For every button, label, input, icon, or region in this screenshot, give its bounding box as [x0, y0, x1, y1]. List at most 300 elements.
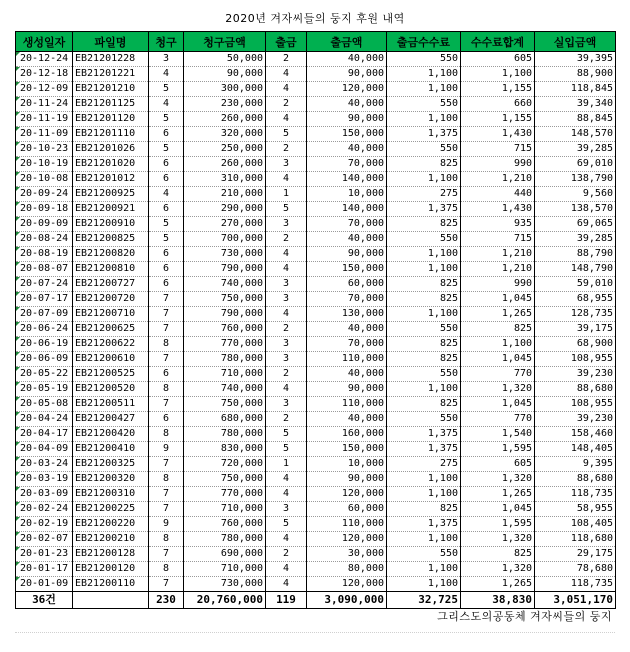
table-row: [16, 97, 616, 112]
cell-withdrawal-fee: 550: [387, 412, 461, 427]
cell-date: 20-07-09: [16, 307, 73, 322]
cell-claims: 6: [149, 277, 184, 292]
cell-date: 20-01-17: [16, 562, 73, 577]
cell-file: EB21200720: [73, 292, 149, 307]
cell-withdrawal-fee: 825: [387, 217, 461, 232]
cell-claims: 6: [149, 367, 184, 382]
cell-claims: 7: [149, 577, 184, 592]
cell-net-amount: 68,900: [535, 337, 616, 352]
cell-net-amount: 9,560: [535, 187, 616, 202]
cell-claims: 7: [149, 397, 184, 412]
cell-withdrawal-fee: 550: [387, 322, 461, 337]
cell-withdrawals: 2: [266, 412, 307, 427]
cell-net-amount: 39,175: [535, 322, 616, 337]
table-row: [16, 232, 616, 247]
cell-claim-amount: 830,000: [184, 442, 266, 457]
cell-fee-total: 1,595: [461, 517, 535, 532]
cell-withdrawals: 5: [266, 517, 307, 532]
cell-file: EB21200525: [73, 367, 149, 382]
cell-fee-total: 1,430: [461, 127, 535, 142]
cell-withdrawal-amount: 120,000: [307, 82, 387, 97]
cell-withdrawals: 2: [266, 97, 307, 112]
donation-table: [15, 31, 616, 609]
total-withdrawal-amount: 3,090,000: [307, 592, 387, 609]
cell-withdrawal-amount: 40,000: [307, 232, 387, 247]
cell-file: EB21200120: [73, 562, 149, 577]
cell-file: EB21201026: [73, 142, 149, 157]
cell-net-amount: 88,680: [535, 382, 616, 397]
cell-date: 20-06-24: [16, 322, 73, 337]
cell-net-amount: 128,735: [535, 307, 616, 322]
cell-claims: 5: [149, 112, 184, 127]
cell-withdrawals: 4: [266, 562, 307, 577]
cell-withdrawal-amount: 70,000: [307, 157, 387, 172]
cell-file: EB21200925: [73, 187, 149, 202]
cell-net-amount: 108,955: [535, 397, 616, 412]
cell-fee-total: 605: [461, 52, 535, 67]
cell-claims: 4: [149, 187, 184, 202]
cell-net-amount: 158,460: [535, 427, 616, 442]
cell-net-amount: 118,735: [535, 577, 616, 592]
cell-date: 20-01-09: [16, 577, 73, 592]
cell-claims: 8: [149, 562, 184, 577]
cell-withdrawals: 4: [266, 487, 307, 502]
table-row: [16, 52, 616, 67]
cell-withdrawals: 3: [266, 502, 307, 517]
cell-withdrawals: 4: [266, 577, 307, 592]
cell-withdrawals: 4: [266, 532, 307, 547]
cell-net-amount: 88,680: [535, 472, 616, 487]
table-row: [16, 112, 616, 127]
cell-fee-total: 715: [461, 232, 535, 247]
cell-file: EB21201125: [73, 97, 149, 112]
cell-net-amount: 118,735: [535, 487, 616, 502]
cell-date: 20-05-19: [16, 382, 73, 397]
cell-fee-total: 935: [461, 217, 535, 232]
cell-fee-total: 1,045: [461, 397, 535, 412]
cell-claims: 8: [149, 337, 184, 352]
cell-net-amount: 88,900: [535, 67, 616, 82]
cell-file: EB21200820: [73, 247, 149, 262]
cell-date: 20-03-09: [16, 487, 73, 502]
sheet-title: 2020년 겨자씨들의 둥지 후원 내역: [225, 12, 405, 25]
cell-withdrawals: 1: [266, 187, 307, 202]
cell-withdrawals: 4: [266, 472, 307, 487]
cell-withdrawals: 4: [266, 382, 307, 397]
cell-claims: 7: [149, 307, 184, 322]
cell-withdrawal-amount: 40,000: [307, 52, 387, 67]
cell-claims: 7: [149, 322, 184, 337]
cell-withdrawal-fee: 1,375: [387, 442, 461, 457]
cell-claims: 6: [149, 247, 184, 262]
cell-fee-total: 825: [461, 547, 535, 562]
cell-net-amount: 88,790: [535, 247, 616, 262]
cell-claims: 3: [149, 52, 184, 67]
cell-file: EB21200420: [73, 427, 149, 442]
cell-withdrawal-amount: 160,000: [307, 427, 387, 442]
cell-withdrawal-amount: 40,000: [307, 97, 387, 112]
cell-file: EB21200910: [73, 217, 149, 232]
cell-withdrawal-amount: 30,000: [307, 547, 387, 562]
table-row: [16, 562, 616, 577]
table-row: [16, 517, 616, 532]
cell-withdrawal-amount: 90,000: [307, 472, 387, 487]
cell-withdrawal-fee: 825: [387, 292, 461, 307]
cell-withdrawals: 5: [266, 427, 307, 442]
table-row: [16, 292, 616, 307]
cell-claim-amount: 750,000: [184, 472, 266, 487]
cell-claim-amount: 270,000: [184, 217, 266, 232]
cell-net-amount: 59,010: [535, 277, 616, 292]
cell-net-amount: 118,680: [535, 532, 616, 547]
cell-withdrawal-amount: 90,000: [307, 247, 387, 262]
cell-claim-amount: 790,000: [184, 307, 266, 322]
cell-claims: 7: [149, 352, 184, 367]
cell-withdrawals: 3: [266, 217, 307, 232]
cell-net-amount: 108,955: [535, 352, 616, 367]
cell-file: EB21200710: [73, 307, 149, 322]
table-row: [16, 307, 616, 322]
table-row: [16, 157, 616, 172]
table-row: [16, 277, 616, 292]
cell-withdrawal-fee: 825: [387, 352, 461, 367]
cell-withdrawal-amount: 70,000: [307, 292, 387, 307]
cell-withdrawal-amount: 10,000: [307, 187, 387, 202]
cell-claims: 6: [149, 262, 184, 277]
cell-claims: 4: [149, 97, 184, 112]
cell-withdrawal-fee: 550: [387, 367, 461, 382]
cell-net-amount: 9,395: [535, 457, 616, 472]
cell-withdrawal-fee: 1,100: [387, 307, 461, 322]
cell-withdrawal-amount: 40,000: [307, 142, 387, 157]
cell-claim-amount: 730,000: [184, 577, 266, 592]
cell-claims: 8: [149, 427, 184, 442]
cell-file: EB21200610: [73, 352, 149, 367]
cell-file: EB21201228: [73, 52, 149, 67]
cell-fee-total: 1,320: [461, 382, 535, 397]
cell-claim-amount: 710,000: [184, 562, 266, 577]
cell-file: EB21200625: [73, 322, 149, 337]
cell-withdrawal-amount: 150,000: [307, 262, 387, 277]
cell-date: 20-03-24: [16, 457, 73, 472]
cell-withdrawal-fee: 825: [387, 277, 461, 292]
column-header-withdrawals: 출금: [266, 32, 307, 52]
cell-withdrawal-amount: 140,000: [307, 202, 387, 217]
cell-claims: 7: [149, 457, 184, 472]
table-body: [16, 52, 616, 592]
cell-withdrawal-fee: 275: [387, 187, 461, 202]
cell-fee-total: 1,100: [461, 67, 535, 82]
cell-withdrawals: 3: [266, 337, 307, 352]
cell-claims: 7: [149, 547, 184, 562]
cell-fee-total: 1,155: [461, 82, 535, 97]
cell-date: 20-08-24: [16, 232, 73, 247]
column-header-withdrawal-fee: 출금수수료: [387, 32, 461, 52]
cell-withdrawal-amount: 110,000: [307, 397, 387, 412]
cell-withdrawals: 2: [266, 52, 307, 67]
cell-net-amount: 148,790: [535, 262, 616, 277]
cell-fee-total: 1,320: [461, 532, 535, 547]
grid-line: [15, 632, 615, 633]
cell-file: EB21200410: [73, 442, 149, 457]
cell-date: 20-08-19: [16, 247, 73, 262]
cell-claim-amount: 680,000: [184, 412, 266, 427]
cell-withdrawal-fee: 550: [387, 52, 461, 67]
cell-file: EB21200310: [73, 487, 149, 502]
cell-net-amount: 39,395: [535, 52, 616, 67]
cell-withdrawal-amount: 150,000: [307, 442, 387, 457]
cell-fee-total: 715: [461, 142, 535, 157]
cell-withdrawal-fee: 825: [387, 397, 461, 412]
cell-claim-amount: 780,000: [184, 532, 266, 547]
cell-withdrawal-amount: 90,000: [307, 382, 387, 397]
column-header-date: 생성일자: [16, 32, 73, 52]
cell-claim-amount: 750,000: [184, 292, 266, 307]
column-header-file: 파일명: [73, 32, 149, 52]
cell-withdrawal-amount: 120,000: [307, 532, 387, 547]
cell-claim-amount: 690,000: [184, 547, 266, 562]
cell-file: EB21200110: [73, 577, 149, 592]
cell-withdrawal-fee: 825: [387, 157, 461, 172]
cell-claim-amount: 260,000: [184, 157, 266, 172]
cell-claim-amount: 310,000: [184, 172, 266, 187]
cell-net-amount: 39,285: [535, 142, 616, 157]
table-totals: [16, 592, 616, 609]
cell-withdrawals: 4: [266, 307, 307, 322]
cell-claim-amount: 770,000: [184, 337, 266, 352]
cell-claims: 5: [149, 232, 184, 247]
cell-withdrawal-fee: 1,100: [387, 577, 461, 592]
cell-withdrawal-fee: 1,100: [387, 487, 461, 502]
cell-file: EB21200511: [73, 397, 149, 412]
table-row: [16, 457, 616, 472]
cell-withdrawals: 3: [266, 292, 307, 307]
cell-claim-amount: 760,000: [184, 322, 266, 337]
cell-net-amount: 78,680: [535, 562, 616, 577]
cell-net-amount: 39,230: [535, 367, 616, 382]
cell-withdrawals: 4: [266, 172, 307, 187]
cell-file: EB21200210: [73, 532, 149, 547]
table-row: [16, 487, 616, 502]
cell-claims: 9: [149, 517, 184, 532]
cell-withdrawal-fee: 550: [387, 142, 461, 157]
cell-fee-total: 1,265: [461, 577, 535, 592]
table-row: [16, 352, 616, 367]
cell-claims: 8: [149, 382, 184, 397]
cell-withdrawal-amount: 150,000: [307, 127, 387, 142]
cell-net-amount: 118,845: [535, 82, 616, 97]
total-net-amount: 3,051,170: [535, 592, 616, 609]
cell-date: 20-12-09: [16, 82, 73, 97]
cell-claim-amount: 740,000: [184, 382, 266, 397]
cell-fee-total: 1,265: [461, 307, 535, 322]
cell-date: 20-10-08: [16, 172, 73, 187]
cell-date: 20-07-17: [16, 292, 73, 307]
cell-claim-amount: 290,000: [184, 202, 266, 217]
table-row: [16, 187, 616, 202]
cell-claims: 5: [149, 142, 184, 157]
cell-file: EB21200225: [73, 502, 149, 517]
cell-date: 20-02-19: [16, 517, 73, 532]
cell-withdrawals: 3: [266, 352, 307, 367]
cell-file: EB21200921: [73, 202, 149, 217]
cell-fee-total: 1,540: [461, 427, 535, 442]
cell-claim-amount: 320,000: [184, 127, 266, 142]
cell-withdrawal-fee: 1,100: [387, 247, 461, 262]
cell-withdrawal-fee: 1,100: [387, 562, 461, 577]
cell-date: 20-05-22: [16, 367, 73, 382]
table-row: [16, 382, 616, 397]
table-row: [16, 67, 616, 82]
cell-net-amount: 69,065: [535, 217, 616, 232]
table-row: [16, 532, 616, 547]
cell-claim-amount: 790,000: [184, 262, 266, 277]
table-row: [16, 412, 616, 427]
cell-fee-total: 1,265: [461, 487, 535, 502]
cell-date: 20-11-09: [16, 127, 73, 142]
cell-file: EB21200825: [73, 232, 149, 247]
cell-fee-total: 1,210: [461, 262, 535, 277]
cell-withdrawal-amount: 90,000: [307, 67, 387, 82]
cell-withdrawals: 5: [266, 202, 307, 217]
cell-claim-amount: 90,000: [184, 67, 266, 82]
cell-withdrawal-amount: 120,000: [307, 577, 387, 592]
cell-claim-amount: 260,000: [184, 112, 266, 127]
cell-withdrawals: 2: [266, 142, 307, 157]
cell-withdrawal-amount: 10,000: [307, 457, 387, 472]
cell-net-amount: 88,845: [535, 112, 616, 127]
cell-claims: 6: [149, 157, 184, 172]
cell-date: 20-10-23: [16, 142, 73, 157]
table-row: [16, 322, 616, 337]
cell-fee-total: 825: [461, 322, 535, 337]
cell-claim-amount: 740,000: [184, 277, 266, 292]
cell-withdrawal-fee: 1,100: [387, 472, 461, 487]
cell-withdrawal-amount: 70,000: [307, 337, 387, 352]
cell-withdrawal-fee: 550: [387, 547, 461, 562]
cell-file: EB21200622: [73, 337, 149, 352]
table-row: [16, 247, 616, 262]
cell-date: 20-01-23: [16, 547, 73, 562]
cell-claim-amount: 50,000: [184, 52, 266, 67]
cell-net-amount: 39,340: [535, 97, 616, 112]
cell-date: 20-07-24: [16, 277, 73, 292]
cell-date: 20-09-18: [16, 202, 73, 217]
table-row: [16, 127, 616, 142]
cell-claim-amount: 780,000: [184, 427, 266, 442]
cell-net-amount: 29,175: [535, 547, 616, 562]
cell-withdrawals: 2: [266, 322, 307, 337]
column-header-fee-total: 수수료합계: [461, 32, 535, 52]
cell-withdrawal-amount: 110,000: [307, 517, 387, 532]
cell-date: 20-11-24: [16, 97, 73, 112]
cell-withdrawal-fee: 1,375: [387, 202, 461, 217]
cell-date: 20-04-24: [16, 412, 73, 427]
table-row: [16, 577, 616, 592]
total-file: [73, 592, 149, 609]
cell-claim-amount: 760,000: [184, 517, 266, 532]
cell-claims: 7: [149, 502, 184, 517]
cell-claim-amount: 230,000: [184, 97, 266, 112]
cell-claim-amount: 750,000: [184, 397, 266, 412]
cell-fee-total: 1,045: [461, 292, 535, 307]
cell-fee-total: 1,045: [461, 352, 535, 367]
cell-claim-amount: 250,000: [184, 142, 266, 157]
cell-withdrawals: 4: [266, 82, 307, 97]
table-row: [16, 172, 616, 187]
cell-withdrawals: 3: [266, 397, 307, 412]
cell-fee-total: 1,320: [461, 562, 535, 577]
cell-date: 20-04-09: [16, 442, 73, 457]
cell-withdrawal-fee: 1,100: [387, 172, 461, 187]
total-claims: 230: [149, 592, 184, 609]
cell-net-amount: 138,570: [535, 202, 616, 217]
cell-withdrawal-fee: 825: [387, 502, 461, 517]
cell-withdrawal-fee: 275: [387, 457, 461, 472]
cell-withdrawals: 3: [266, 277, 307, 292]
cell-net-amount: 108,405: [535, 517, 616, 532]
cell-withdrawal-amount: 130,000: [307, 307, 387, 322]
cell-file: EB21200810: [73, 262, 149, 277]
organization-footer: 그리스도의공동체 겨자씨들의 둥지: [437, 610, 612, 623]
cell-date: 20-10-19: [16, 157, 73, 172]
cell-claim-amount: 710,000: [184, 502, 266, 517]
table-row: [16, 502, 616, 517]
cell-date: 20-09-09: [16, 217, 73, 232]
cell-withdrawal-fee: 1,100: [387, 382, 461, 397]
table-row: [16, 367, 616, 382]
cell-withdrawal-fee: 1,375: [387, 127, 461, 142]
cell-claims: 6: [149, 202, 184, 217]
cell-fee-total: 1,210: [461, 247, 535, 262]
table-row: [16, 442, 616, 457]
cell-claims: 6: [149, 127, 184, 142]
cell-file: EB21200427: [73, 412, 149, 427]
cell-file: EB21201110: [73, 127, 149, 142]
cell-date: 20-03-19: [16, 472, 73, 487]
cell-withdrawal-amount: 60,000: [307, 277, 387, 292]
cell-fee-total: 990: [461, 157, 535, 172]
cell-fee-total: 770: [461, 412, 535, 427]
table-header: [16, 32, 616, 52]
table-row: [16, 427, 616, 442]
cell-withdrawals: 2: [266, 232, 307, 247]
cell-claims: 8: [149, 532, 184, 547]
cell-withdrawals: 4: [266, 112, 307, 127]
cell-withdrawals: 4: [266, 67, 307, 82]
cell-claims: 5: [149, 217, 184, 232]
cell-withdrawal-amount: 40,000: [307, 322, 387, 337]
cell-withdrawal-amount: 120,000: [307, 487, 387, 502]
cell-withdrawal-fee: 825: [387, 337, 461, 352]
cell-file: EB21201012: [73, 172, 149, 187]
cell-fee-total: 1,155: [461, 112, 535, 127]
cell-claims: 7: [149, 487, 184, 502]
cell-net-amount: 68,955: [535, 292, 616, 307]
cell-fee-total: 1,320: [461, 472, 535, 487]
cell-withdrawals: 4: [266, 247, 307, 262]
table-row: [16, 547, 616, 562]
cell-fee-total: 1,430: [461, 202, 535, 217]
cell-withdrawal-amount: 80,000: [307, 562, 387, 577]
cell-date: 20-12-18: [16, 67, 73, 82]
cell-file: EB21200128: [73, 547, 149, 562]
cell-file: EB21201221: [73, 67, 149, 82]
cell-withdrawal-fee: 1,100: [387, 112, 461, 127]
cell-net-amount: 39,285: [535, 232, 616, 247]
cell-withdrawal-fee: 1,100: [387, 67, 461, 82]
cell-withdrawal-fee: 1,100: [387, 82, 461, 97]
